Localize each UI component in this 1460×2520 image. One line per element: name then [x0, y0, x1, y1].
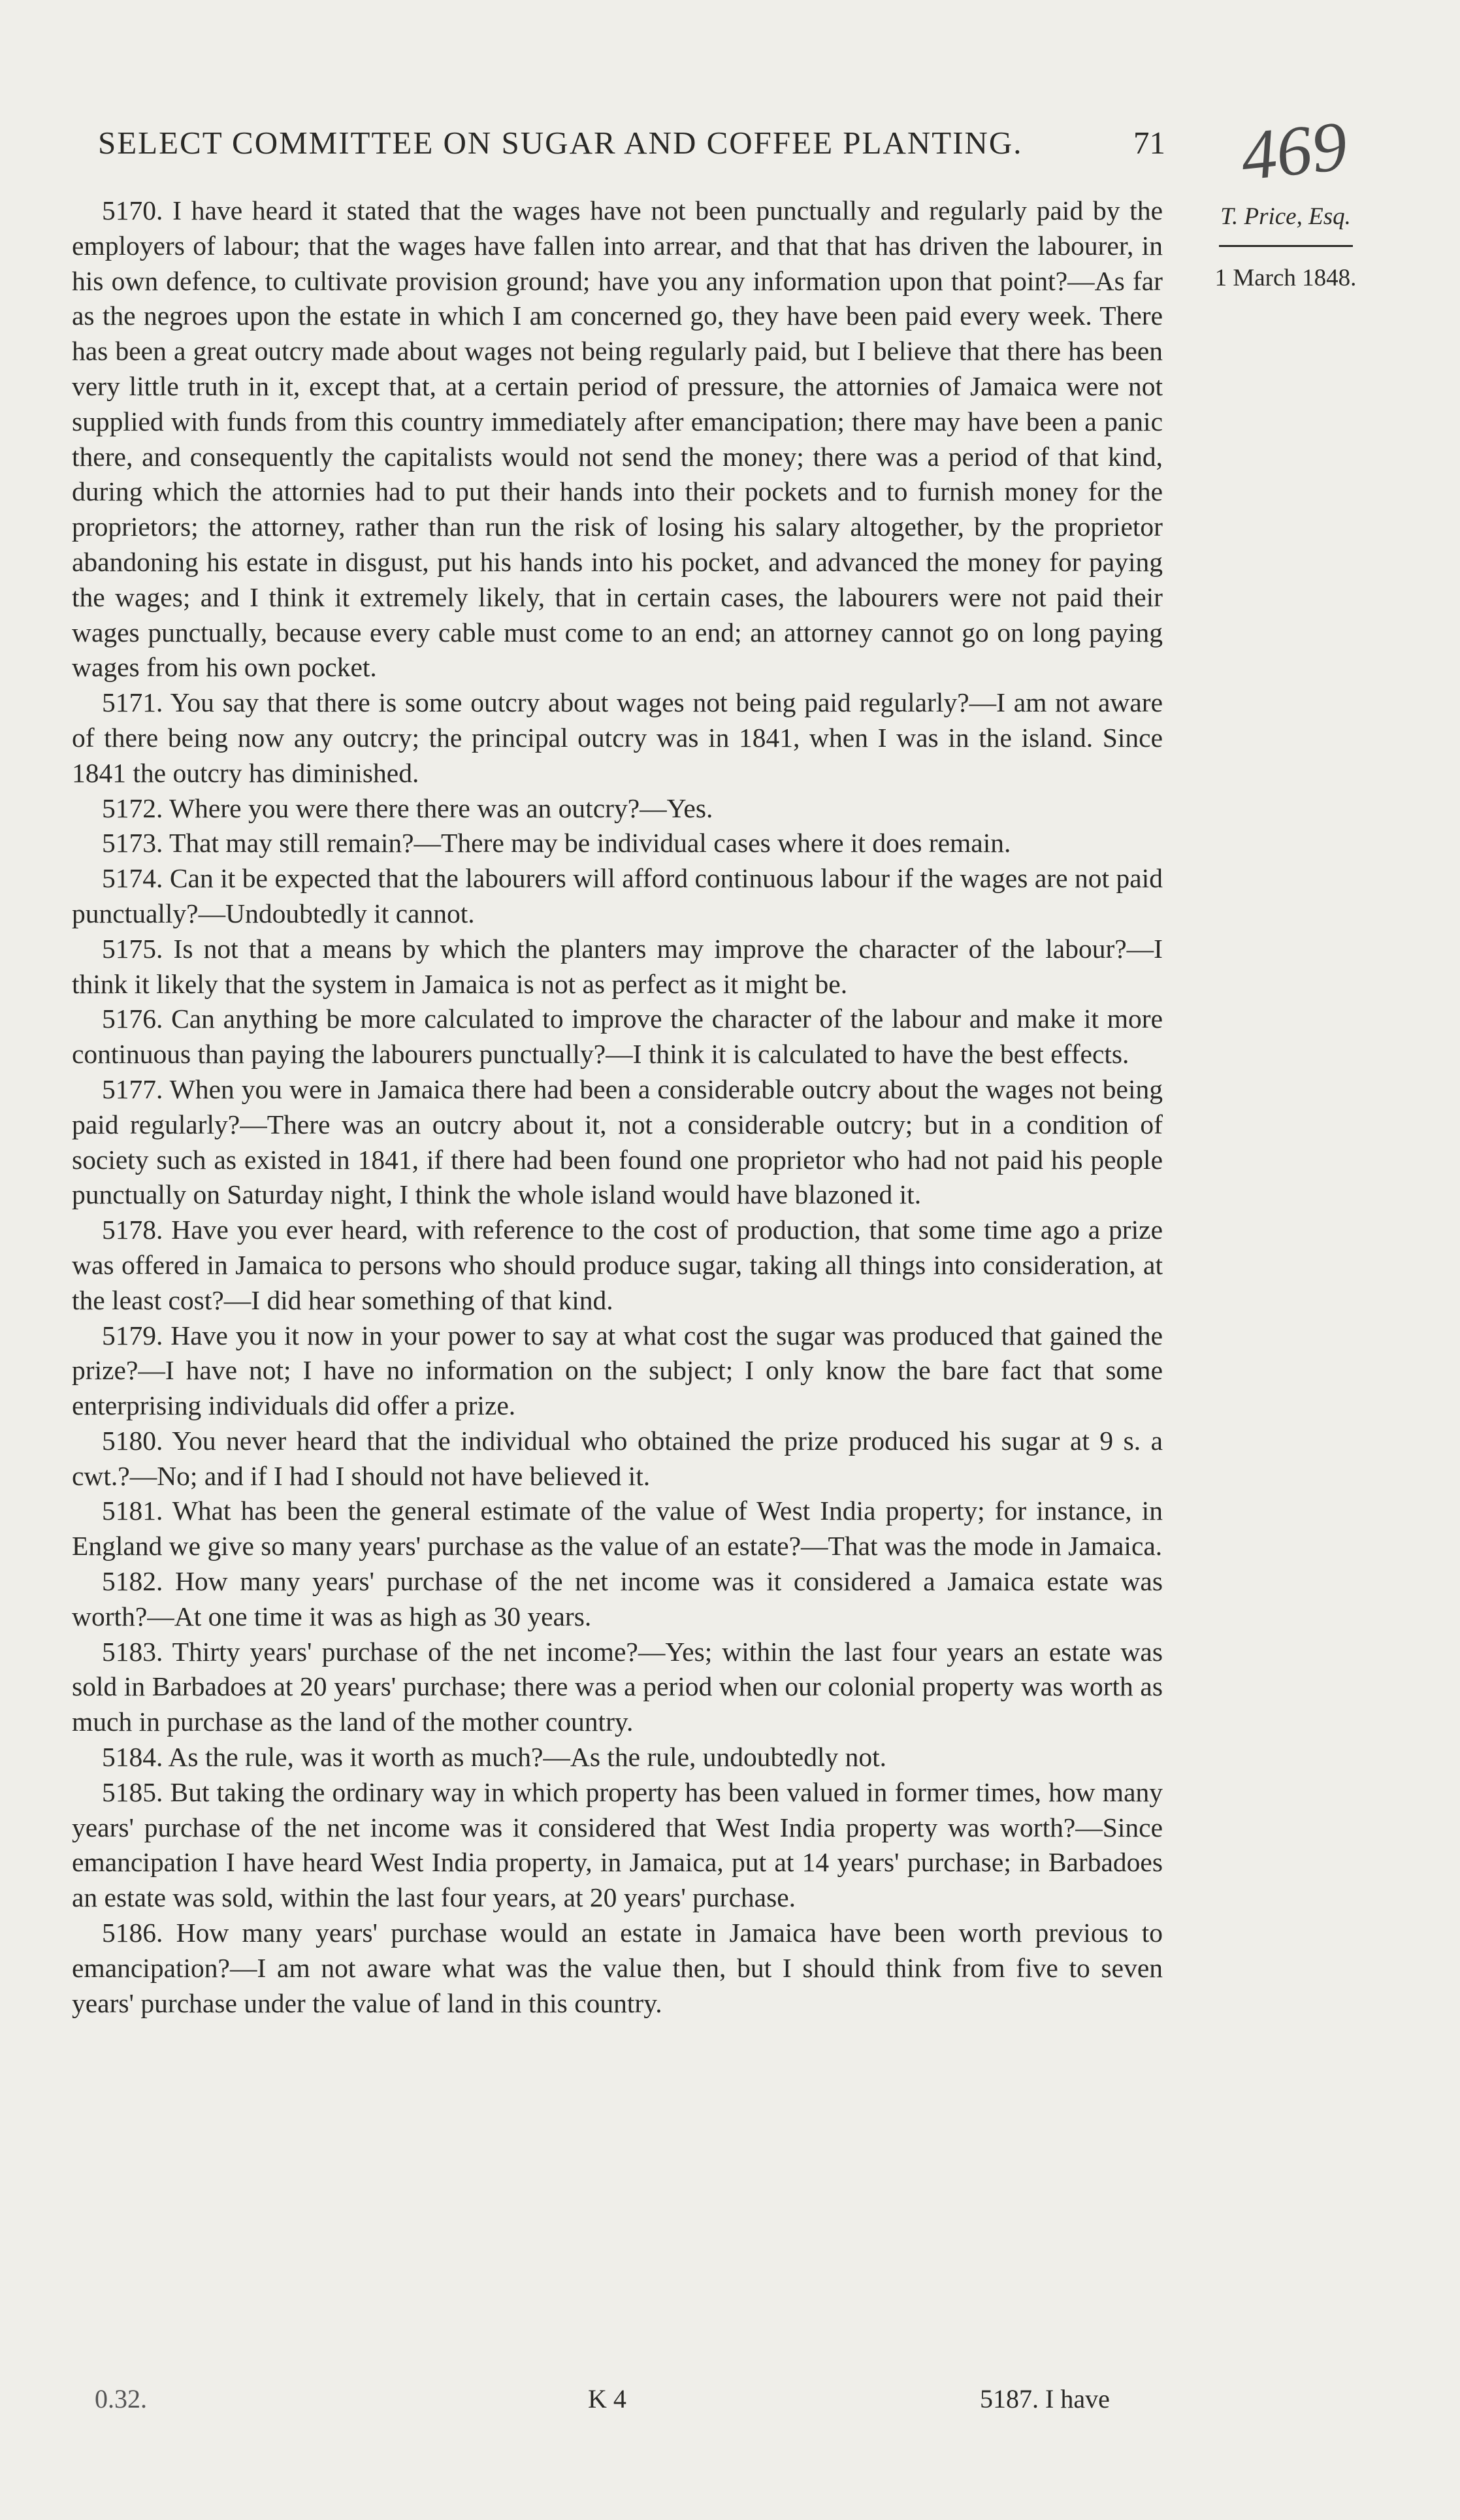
margin-rule	[1219, 245, 1353, 247]
question-5178: 5178. Have you ever heard, with reference to the cost of production, that some time ago a prize was offered in Jamaica to persons who should produce sugar, taking all things into consideration, at the least cost?—I did hear something of that kind.	[72, 1215, 1163, 1315]
footer-signature: K 4	[588, 2384, 626, 2414]
question-5180: 5180. You never heard that the individual who obtained the prize produced his sugar at 9 s. a cwt.?—No; and if I had I should not have believed it.	[72, 1425, 1163, 1491]
margin-witness: T. Price, Esq.	[1220, 203, 1351, 230]
question-5176: 5176. Can anything be more calculated to improve the character of the labour and make it more continuous than paying the labourers punctually?—I think it is calculated to have the best effects.	[72, 1004, 1163, 1070]
question-5185: 5185. But taking the ordinary way in which property has been valued in former times, how many years' purchase of the net income was it considered that West India property was worth?—Since emancipation I have heard West India property, in Jamaica, put at 14 years' purchase; in Barbadoes an estate was sold, within the last four years, at 20 years' purchase.	[72, 1776, 1163, 1913]
testimony-body	[72, 193, 1163, 2021]
header-title: SELECT COMMITTEE ON SUGAR AND COFFEE PLANTING.	[98, 125, 1023, 161]
question-5186: 5186. How many years' purchase would an estate in Jamaica have been worth previous to emancipation?—I am not aware what was the value then, but I should think from five to seven years' purchase under the value of land in this country.	[72, 1918, 1163, 2018]
question-5179: 5179. Have you it now in your power to say at what cost the sugar was produced that gained the prize?—I have not; I have no information on the subject; I only know the bare fact that some enterprising individuals did offer a prize.	[72, 1320, 1163, 1421]
question-5181: 5181. What has been the general estimate of the value of West India property; for instance, in England we give so many years' purchase as the value of an estate?—That was the mode in Jamaica.	[72, 1496, 1163, 1562]
handwritten-folio-number: 469	[1237, 106, 1351, 196]
footer-signature-mark: 0.32.	[95, 2384, 147, 2414]
question-5174: 5174. Can it be expected that the labourers will afford continuous labour if the wages are not paid punctually?—Undoubtedly it cannot.	[72, 863, 1163, 928]
question-5183: 5183. Thirty years' purchase of the net income?—Yes; within the last four years an estate was sold in Barbadoes at 20 years' purchase; there was a period when our colonial property was worth as much in purchase as the land of the mother country.	[72, 1636, 1163, 1737]
question-5184: 5184. As the rule, was it worth as much?—As the rule, undoubtedly not.	[102, 1742, 887, 1773]
margin-note	[1207, 203, 1364, 292]
question-5177: 5177. When you were in Jamaica there had been a considerable outcry about the wages not being paid regularly?—There was an outcry about it, not a considerable outcry; but in a condition of society such as existed in 1841, if there had been found one proprietor who had not paid his people punctually on Saturday night, I think the whole island would have blazoned it.	[72, 1073, 1163, 1210]
question-5170: 5170. I have heard it stated that the wages have not been punctually and regularly paid by the employers of labour; that the wages have fallen into arrear, and that that has driven the labourer, in his own defence, to cultivate provision ground; have you any information upon that point?—As far as the negroes upon the estate in which I am concerned go, they have been paid every week. There has been a great outcry made about wages not being regularly paid, but I believe that there has been very little truth in it, except that, at a certain period of pressure, the attornies of Jamaica were not supplied with funds from this country immediately after emancipation; there may have been a panic there, and consequently the capitalists would not send the money; there was a period of that kind, during which the attornies had to put their hands into their pockets and to furnish money for the proprietors; the attorney, rather than run the risk of losing his salary altogether, by the proprietor abandoning his estate in disgust, put his hands into his pocket, and advanced the money for paying the wages; and I think it extremely likely, that in certain cases, the labourers were not paid their wages punctually, because every cable must come to an end; an attorney cannot go on long paying wages from his own pocket.	[72, 195, 1163, 683]
question-5173: 5173. That may still remain?—There may be individual cases where it does remain.	[102, 828, 1011, 859]
question-5175: 5175. Is not that a means by which the planters may improve the character of the labour?—I think it likely that the system in Jamaica is not as perfect as it might be.	[72, 933, 1163, 999]
page-number: 71	[1133, 125, 1165, 161]
footer-catchword: 5187. I have	[980, 2384, 1110, 2414]
margin-date: 1 March 1848.	[1214, 265, 1357, 291]
question-5172: 5172. Where you were there there was an outcry?—Yes.	[102, 793, 713, 823]
question-5182: 5182. How many years' purchase of the net income was it considered a Jamaica estate was worth?—At one time it was as high as 30 years.	[72, 1566, 1163, 1631]
running-header	[98, 124, 1169, 161]
question-5171: 5171. You say that there is some outcry about wages not being paid regularly?—I am not aware of there being now any outcry; the principal outcry was in 1841, when I was in the island. Since 1841 the outcry has diminished.	[72, 687, 1163, 788]
